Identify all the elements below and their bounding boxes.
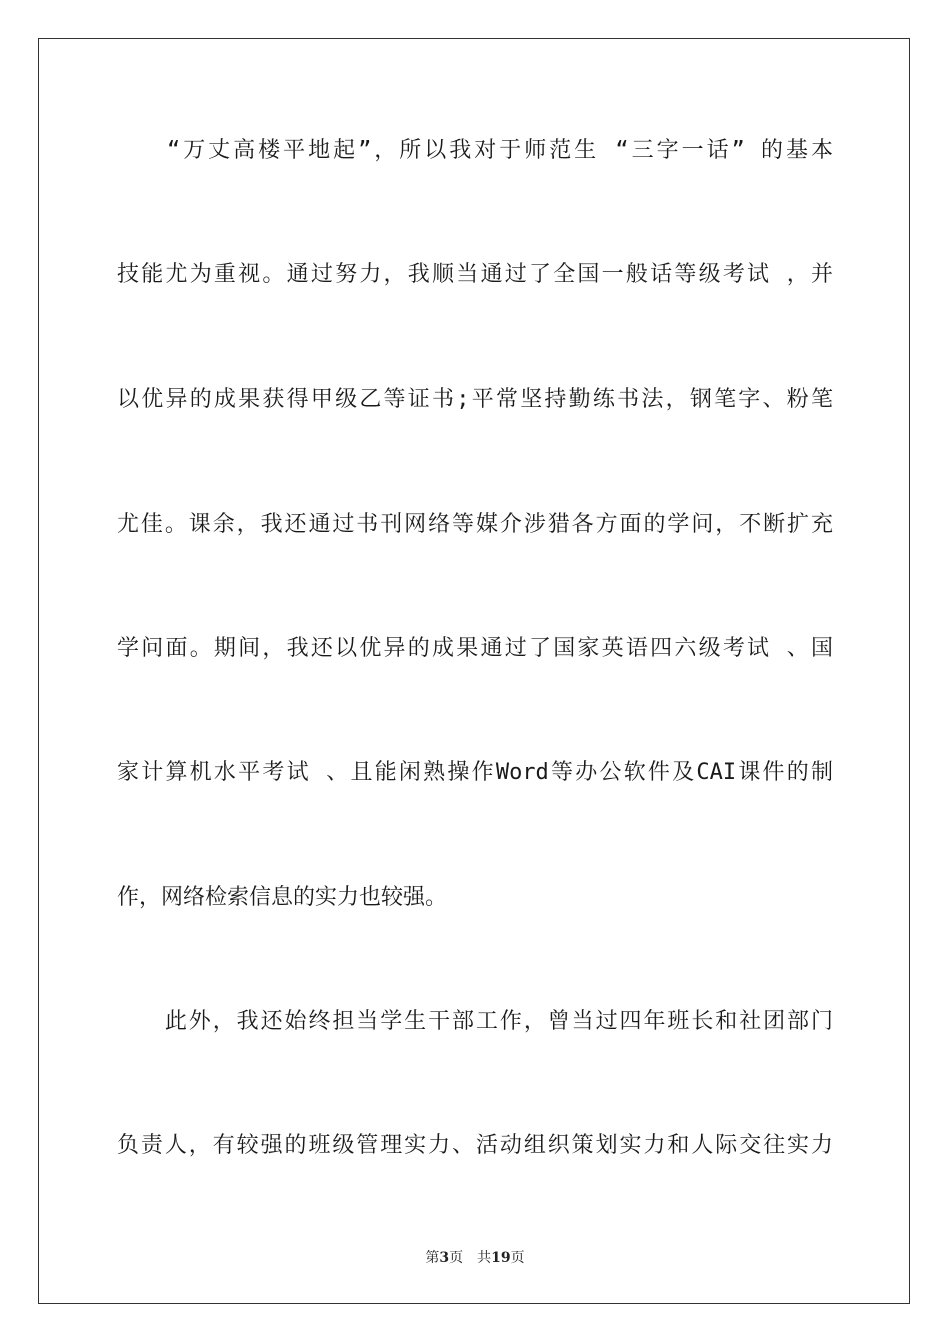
text-line-2: 技能尤为重视。通过努力，我顺当通过了全国一般话等级考试 ，并 [117,262,833,287]
footer-mid: 页 共 [449,1250,492,1266]
text-line-5: 学问面。期间，我还以优异的成果通过了国家英语四六级考试 、国 [117,636,833,661]
text-line-9: 负责人，有较强的班级管理实力、活动组织策划实力和人际交往实力 [117,1133,833,1158]
text-line-3: 以优异的成果获得甲级乙等证书;平常坚持勤练书法，钢笔字、粉笔 [117,387,833,412]
footer-suffix: 页 [510,1250,525,1266]
text-line-6: 家计算机水平考试 、且能闲熟操作Word等办公软件及CAI课件的制 [117,760,833,785]
current-page-number: 3 [439,1250,450,1266]
total-page-number: 19 [491,1250,511,1266]
text-line-1: “万丈高楼平地起”，所以我对于师范生 “三字一话” 的基本 [117,138,833,163]
footer-prefix: 第 [425,1250,440,1266]
page-footer [0,1247,950,1267]
text-line-8: 此外，我还始终担当学生干部工作，曾当过四年班长和社团部门 [117,1009,833,1034]
text-line-7: 作，网络检索信息的实力也较强。 [117,885,448,910]
text-line-4: 尤佳。课余，我还通过书刊网络等媒介涉猎各方面的学问，不断扩充 [117,512,833,537]
page-border [38,38,910,1304]
